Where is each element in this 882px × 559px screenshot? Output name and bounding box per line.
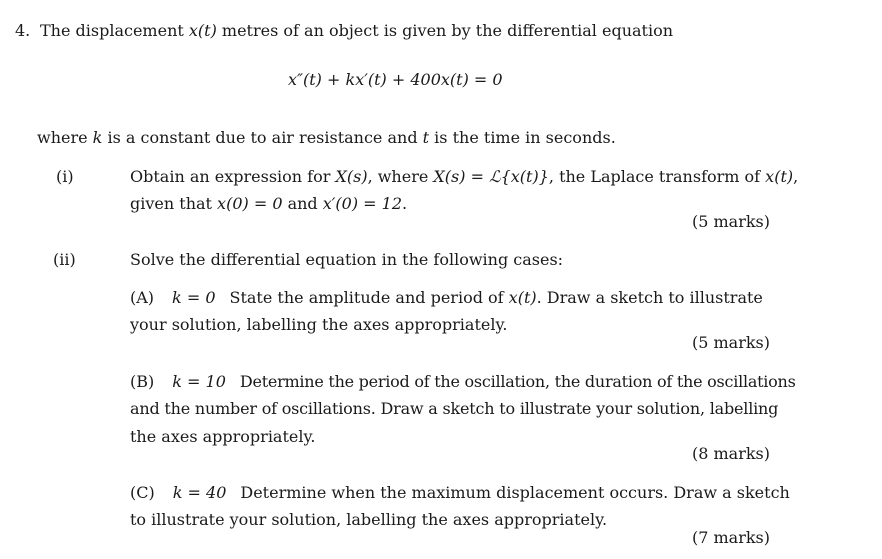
part-i-line-2 (130, 194, 407, 214)
where-k: k (92, 128, 103, 147)
case-c-k-value: k = 40 (172, 483, 227, 502)
where-clause (37, 128, 616, 148)
question-intro (40, 21, 673, 41)
case-c-line-2: to illustrate your solution, labelling the axes appropriately. (130, 510, 608, 529)
part-i-x: x(t) (765, 167, 794, 186)
case-c-text: Determine when the maximum displacement occurs. Draw a sketch (240, 483, 790, 502)
part-ii-label: (ii) (53, 250, 76, 269)
part-i-and: and (282, 194, 323, 213)
laplace-definition: X(s) = ℒ{x(t)} (433, 167, 549, 186)
case-a-text-end: . Draw a sketch to illustrate (536, 288, 763, 307)
part-i-period: . (402, 194, 408, 213)
part-i-marks: (5 marks) (691, 212, 770, 231)
part-i-given: given that (130, 194, 218, 213)
part-ii-intro: Solve the differential equation in the following cases: (130, 250, 564, 269)
case-b-label: (B) (130, 372, 155, 391)
case-a-line-1 (130, 288, 763, 308)
case-a-x: x(t) (508, 288, 537, 307)
case-a-line-2: your solution, labelling the axes appropriately. (130, 315, 508, 334)
where-text-mid: is a constant due to air resistance and (102, 128, 423, 147)
part-i-text: Obtain an expression for (130, 167, 336, 186)
part-i-comma: , (793, 167, 799, 186)
case-a-marks: (5 marks) (691, 333, 770, 352)
intro-text-end: metres of an object is given by the differential equation (216, 21, 674, 40)
case-b-line-1 (130, 372, 796, 392)
where-text-end: is the time in seconds. (429, 128, 616, 147)
intro-text: The displacement (40, 21, 189, 40)
case-c-marks: (7 marks) (691, 528, 770, 547)
case-c-line-1 (130, 483, 790, 503)
where-text: where (37, 128, 93, 147)
differential-equation: x″(t) + kx′(t) + 400x(t) = 0 (288, 70, 503, 89)
initial-condition-1: x(0) = 0 (217, 194, 283, 213)
case-b-text: Determine the period of the oscillation, the duration of the oscillations (239, 372, 796, 391)
part-i-X: X(s) (335, 167, 368, 186)
part-i-label: (i) (56, 167, 74, 186)
case-a-text: State the amplitude and period of (229, 288, 509, 307)
case-b-line-2: and the number of oscillations. Draw a sketch to illustrate your solution, labelling (130, 399, 779, 418)
question-number: 4. (15, 21, 31, 40)
part-i-line-1 (130, 167, 798, 187)
where-t: t (422, 128, 430, 147)
case-a-label: (A) (130, 288, 155, 307)
case-a-k-value: k = 0 (172, 288, 216, 307)
part-i-text-3: , the Laplace transform of (548, 167, 766, 186)
part-i-text-2: , where (367, 167, 434, 186)
initial-condition-2: x′(0) = 12 (322, 194, 403, 213)
case-c-label: (C) (130, 483, 155, 502)
case-b-marks: (8 marks) (691, 444, 770, 463)
intro-variable: x(t) (188, 21, 217, 40)
case-b-k-value: k = 10 (172, 372, 226, 391)
case-b-line-3: the axes appropriately. (130, 427, 316, 446)
